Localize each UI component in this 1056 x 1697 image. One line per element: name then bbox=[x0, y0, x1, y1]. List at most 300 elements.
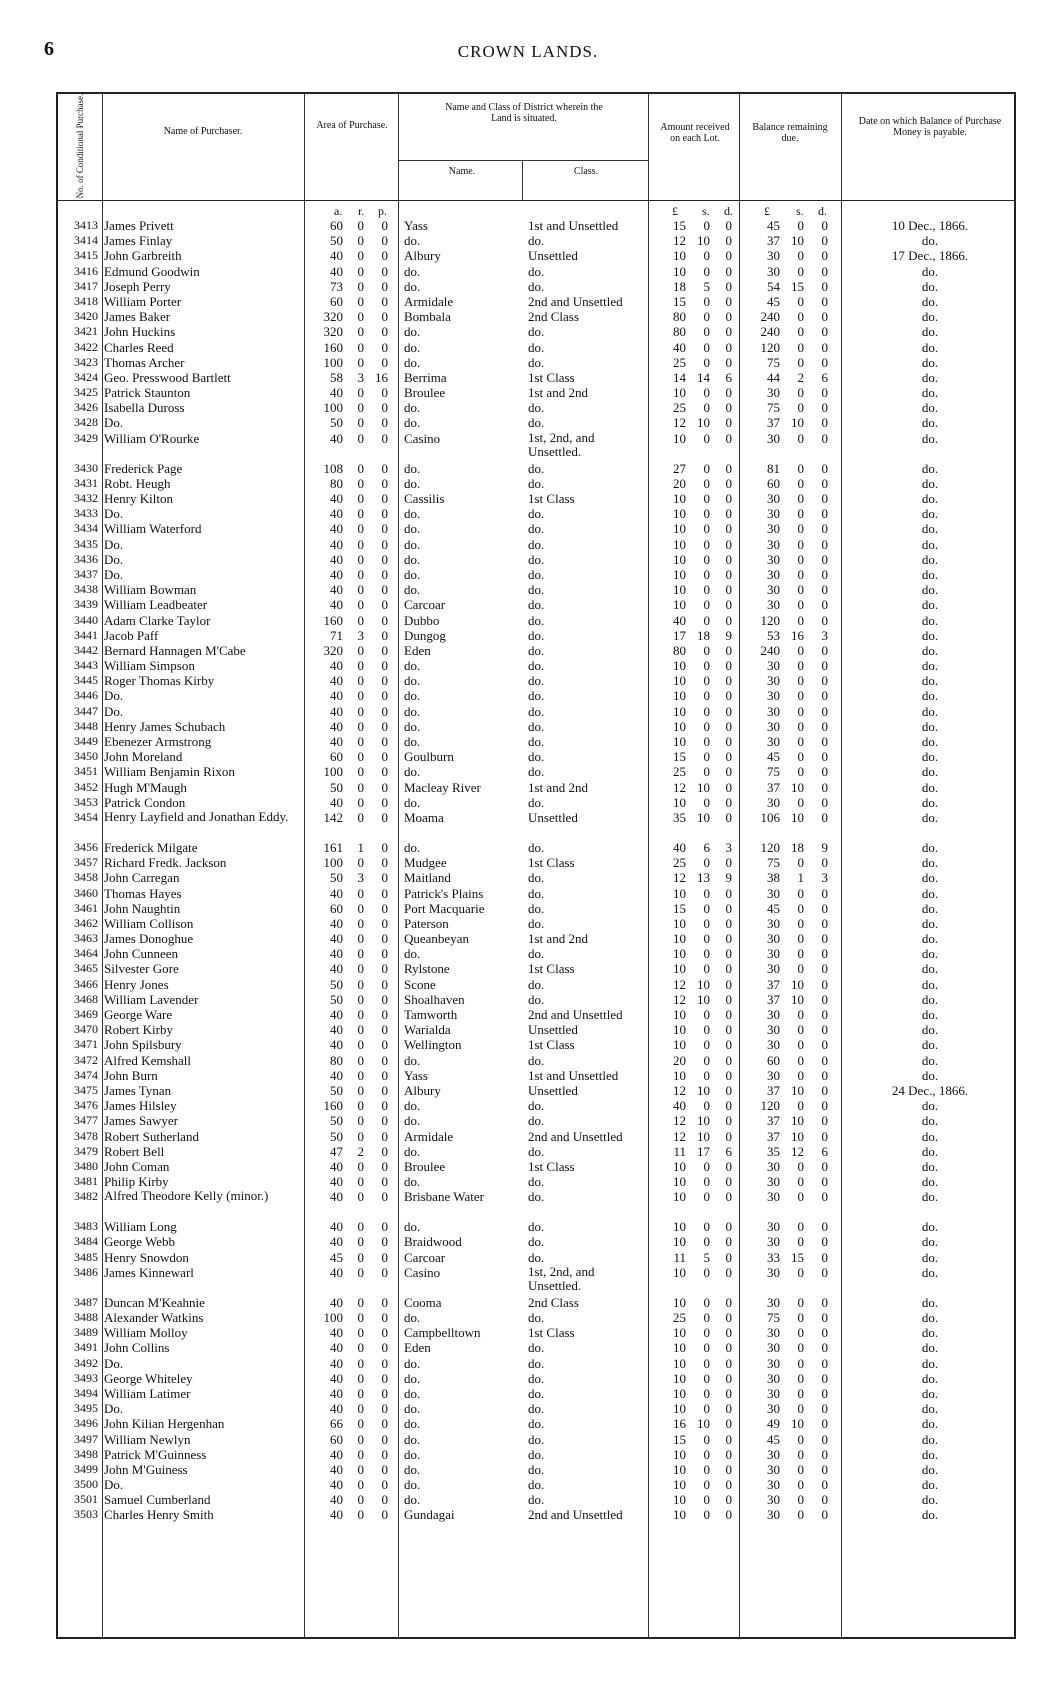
balance-shillings: 0 bbox=[797, 1370, 804, 1386]
district-class: 1st Class bbox=[528, 961, 575, 977]
balance-pounds: 30 bbox=[767, 263, 780, 279]
amount-shillings: 0 bbox=[703, 764, 710, 780]
amount-pence: 0 bbox=[725, 1007, 732, 1022]
amount-pounds: 10 bbox=[673, 521, 686, 537]
area-perches: 0 bbox=[381, 521, 388, 537]
area-perches: 0 bbox=[381, 460, 388, 476]
amount-pounds: 10 bbox=[673, 1007, 686, 1022]
balance-pence: 0 bbox=[821, 1507, 828, 1523]
area-acres: 40 bbox=[330, 1401, 343, 1417]
purchaser-name: Patrick Staunton bbox=[104, 385, 191, 401]
balance-pounds: 35 bbox=[767, 1143, 780, 1159]
amount-pounds: 10 bbox=[673, 961, 686, 977]
purchase-number: 3423 bbox=[74, 354, 98, 369]
district-class: do. bbox=[528, 734, 545, 749]
area-perches: 0 bbox=[381, 627, 388, 643]
payable-date: do. bbox=[921, 263, 939, 279]
area-roods: 3 bbox=[357, 369, 364, 385]
area-roods: 0 bbox=[357, 1098, 364, 1114]
balance-pence: 3 bbox=[821, 627, 828, 643]
area-roods: 0 bbox=[357, 900, 364, 916]
payable-date: do. bbox=[921, 1401, 939, 1417]
amount-shillings: 10 bbox=[697, 1128, 710, 1144]
area-perches: 0 bbox=[381, 597, 388, 613]
area-roods: 0 bbox=[357, 1158, 364, 1174]
purchaser-name: Joseph Perry bbox=[104, 278, 171, 294]
table-row bbox=[58, 1477, 1018, 1492]
amount-pounds: 10 bbox=[673, 1022, 686, 1038]
table-row bbox=[58, 491, 1018, 506]
amount-pence: 0 bbox=[725, 931, 732, 947]
amount-pounds: 10 bbox=[673, 597, 686, 613]
purchaser-name: Duncan M'Keahnie bbox=[104, 1294, 205, 1310]
balance-shillings: 0 bbox=[797, 1431, 804, 1447]
amount-pence: 0 bbox=[725, 1189, 732, 1205]
table-row bbox=[58, 992, 1018, 1007]
purchaser-name: James Sawyer bbox=[104, 1113, 179, 1129]
area-acres: 40 bbox=[330, 506, 343, 522]
balance-pounds: 30 bbox=[767, 1385, 780, 1401]
balance-pounds: 60 bbox=[767, 475, 780, 491]
amount-shillings: 0 bbox=[703, 915, 710, 931]
area-perches: 0 bbox=[381, 1431, 388, 1447]
header-area: Area of Purchase. bbox=[316, 120, 388, 131]
district-class: do. bbox=[528, 521, 545, 537]
amount-shillings: 0 bbox=[703, 946, 710, 962]
purchase-number: 3463 bbox=[74, 931, 98, 946]
balance-pence: 0 bbox=[821, 1477, 828, 1493]
purchase-number: 3445 bbox=[74, 673, 98, 688]
table-row bbox=[58, 1416, 1018, 1431]
purchase-number: 3450 bbox=[74, 749, 98, 764]
area-roods: 0 bbox=[357, 1310, 364, 1325]
amount-shillings: 0 bbox=[703, 612, 710, 628]
district-name: do. bbox=[404, 566, 421, 582]
district-class: do. bbox=[528, 703, 545, 719]
balance-shillings: 0 bbox=[797, 1219, 804, 1235]
balance-pounds: 120 bbox=[760, 839, 780, 855]
district-class: do. bbox=[528, 976, 545, 992]
purchase-number: 3457 bbox=[74, 855, 98, 870]
balance-pence: 0 bbox=[821, 658, 828, 674]
area-perches: 0 bbox=[381, 415, 388, 431]
purchaser-name: Robert Sutherland bbox=[104, 1128, 199, 1144]
balance-pence: 0 bbox=[821, 293, 828, 309]
amount-pence: 0 bbox=[725, 1234, 732, 1250]
table-row bbox=[58, 901, 1018, 916]
area-perches: 0 bbox=[381, 612, 388, 628]
area-acres: 40 bbox=[330, 915, 343, 931]
payable-date: do. bbox=[921, 855, 939, 871]
balance-pounds: 30 bbox=[767, 1189, 780, 1205]
balance-pounds: 53 bbox=[767, 627, 780, 643]
unit-perches: p. bbox=[378, 204, 387, 218]
page-title: CROWN LANDS. bbox=[457, 42, 599, 61]
balance-pence: 0 bbox=[821, 248, 828, 264]
district-name: do. bbox=[404, 1113, 421, 1129]
amount-pounds: 25 bbox=[673, 1310, 686, 1325]
amount-pounds: 15 bbox=[673, 1431, 686, 1447]
amount-shillings: 0 bbox=[703, 658, 710, 674]
area-roods: 0 bbox=[357, 566, 364, 582]
amount-pence: 0 bbox=[725, 1477, 732, 1493]
district-name: Cassilis bbox=[404, 491, 445, 506]
amount-pounds: 10 bbox=[673, 915, 686, 931]
purchase-number: 3458 bbox=[74, 870, 98, 885]
purchaser-name: William Bowman bbox=[104, 582, 197, 598]
purchase-number: 3417 bbox=[74, 278, 98, 293]
balance-pounds: 30 bbox=[767, 658, 780, 674]
area-roods: 0 bbox=[357, 1416, 364, 1432]
balance-pence: 0 bbox=[821, 1355, 828, 1371]
amount-shillings: 0 bbox=[703, 1461, 710, 1477]
balance-pence: 0 bbox=[821, 491, 828, 506]
balance-pence: 0 bbox=[821, 1037, 828, 1053]
purchaser-name: Do. bbox=[104, 566, 124, 582]
district-class: do. bbox=[528, 460, 545, 476]
area-perches: 0 bbox=[381, 839, 388, 855]
balance-shillings: 0 bbox=[797, 1492, 804, 1508]
district-sub-rule bbox=[398, 160, 648, 161]
table-row bbox=[58, 385, 1018, 400]
table-row bbox=[58, 1507, 1018, 1522]
area-perches: 0 bbox=[381, 430, 388, 446]
payable-date: do. bbox=[921, 309, 939, 325]
balance-shillings: 0 bbox=[797, 582, 804, 598]
district-name: do. bbox=[404, 764, 421, 780]
district-class: 1st and Unsettled bbox=[528, 218, 619, 233]
amount-shillings: 0 bbox=[703, 1022, 710, 1038]
amount-shillings: 0 bbox=[703, 1037, 710, 1053]
area-roods: 0 bbox=[357, 915, 364, 931]
amount-shillings: 0 bbox=[703, 491, 710, 506]
area-roods: 0 bbox=[357, 1492, 364, 1508]
balance-shillings: 10 bbox=[791, 1113, 804, 1129]
amount-pounds: 10 bbox=[673, 1370, 686, 1386]
balance-pounds: 30 bbox=[767, 688, 780, 704]
table-row bbox=[58, 1174, 1018, 1189]
district-name: do. bbox=[404, 839, 421, 855]
amount-shillings: 0 bbox=[703, 1098, 710, 1114]
table-row bbox=[58, 780, 1018, 795]
area-roods: 3 bbox=[357, 870, 364, 886]
balance-pounds: 37 bbox=[767, 1113, 780, 1129]
area-perches: 0 bbox=[381, 248, 388, 264]
area-roods: 0 bbox=[357, 1007, 364, 1022]
amount-shillings: 0 bbox=[703, 734, 710, 749]
area-perches: 0 bbox=[381, 1461, 388, 1477]
table-row bbox=[58, 1265, 1018, 1295]
payable-date: do. bbox=[921, 673, 939, 689]
area-roods: 0 bbox=[357, 991, 364, 1007]
amount-pounds: 17 bbox=[673, 627, 686, 643]
amount-pounds: 10 bbox=[673, 536, 686, 552]
payable-date: do. bbox=[921, 385, 939, 401]
balance-pence: 0 bbox=[821, 233, 828, 249]
district-class: do. bbox=[528, 885, 545, 901]
area-perches: 0 bbox=[381, 536, 388, 552]
area-perches: 0 bbox=[381, 551, 388, 567]
amount-pounds: 10 bbox=[673, 718, 686, 734]
district-name: do. bbox=[404, 415, 421, 431]
amount-pounds: 20 bbox=[673, 475, 686, 491]
area-perches: 0 bbox=[381, 764, 388, 780]
area-perches: 0 bbox=[381, 855, 388, 871]
balance-pence: 0 bbox=[821, 1113, 828, 1129]
balance-pence: 0 bbox=[821, 1370, 828, 1386]
district-name: Broulee bbox=[404, 1158, 446, 1174]
table-row bbox=[58, 1113, 1018, 1128]
purchaser-name: Henry Kilton bbox=[104, 491, 173, 506]
amount-shillings: 0 bbox=[703, 324, 710, 340]
payable-date: do. bbox=[921, 1052, 939, 1068]
amount-pence: 6 bbox=[725, 1143, 732, 1159]
district-name: Port Macquarie bbox=[404, 900, 485, 916]
balance-pounds: 45 bbox=[767, 293, 780, 309]
area-roods: 0 bbox=[357, 1082, 364, 1098]
area-perches: 0 bbox=[381, 1370, 388, 1386]
amount-pence: 0 bbox=[725, 475, 732, 491]
balance-shillings: 0 bbox=[797, 491, 804, 506]
area-acres: 60 bbox=[330, 293, 343, 309]
balance-shillings: 0 bbox=[797, 1067, 804, 1083]
district-class: do. bbox=[528, 1492, 545, 1508]
area-perches: 0 bbox=[381, 1234, 388, 1250]
district-name: do. bbox=[404, 718, 421, 734]
district-class: do. bbox=[528, 1416, 545, 1432]
purchaser-name: James Donoghue bbox=[104, 931, 194, 947]
area-perches: 0 bbox=[381, 991, 388, 1007]
balance-pounds: 37 bbox=[767, 991, 780, 1007]
area-acres: 40 bbox=[330, 734, 343, 749]
amount-pence: 0 bbox=[725, 1461, 732, 1477]
district-name: do. bbox=[404, 658, 421, 674]
purchase-number: 3474 bbox=[74, 1067, 98, 1082]
district-class: do. bbox=[528, 1174, 545, 1190]
balance-pounds: 30 bbox=[767, 1234, 780, 1250]
purchase-number: 3442 bbox=[74, 642, 98, 657]
purchaser-name: Robt. Heugh bbox=[104, 475, 171, 491]
purchaser-name: Patrick Condon bbox=[104, 794, 186, 810]
crown-lands-table bbox=[56, 92, 1016, 1639]
purchase-number: 3480 bbox=[74, 1158, 98, 1173]
district-name: Paterson bbox=[404, 915, 449, 931]
area-perches: 0 bbox=[381, 870, 388, 886]
purchase-number: 3486 bbox=[74, 1264, 98, 1279]
purchaser-name: Richard Fredk. Jackson bbox=[104, 855, 227, 871]
amount-pence: 0 bbox=[725, 400, 732, 416]
balance-pounds: 30 bbox=[767, 1294, 780, 1310]
purchaser-name: Do. bbox=[104, 1355, 124, 1371]
area-acres: 40 bbox=[330, 263, 343, 279]
amount-pounds: 10 bbox=[673, 673, 686, 689]
district-name: do. bbox=[404, 400, 421, 416]
balance-shillings: 10 bbox=[791, 1082, 804, 1098]
purchaser-name: James Kinnewarl bbox=[104, 1264, 194, 1280]
area-perches: 0 bbox=[381, 703, 388, 719]
payable-date: do. bbox=[921, 718, 939, 734]
balance-shillings: 10 bbox=[791, 1128, 804, 1144]
area-perches: 0 bbox=[381, 779, 388, 795]
amount-pounds: 12 bbox=[673, 1113, 686, 1129]
district-class: Unsettled bbox=[528, 248, 578, 264]
balance-pence: 0 bbox=[821, 385, 828, 401]
balance-shillings: 0 bbox=[797, 688, 804, 704]
payable-date: do. bbox=[921, 1219, 939, 1235]
district-name: do. bbox=[404, 734, 421, 749]
amount-pence: 0 bbox=[725, 582, 732, 598]
amount-shillings: 0 bbox=[703, 1370, 710, 1386]
table-row bbox=[58, 673, 1018, 688]
balance-pounds: 30 bbox=[767, 248, 780, 264]
amount-shillings: 18 bbox=[697, 627, 710, 643]
table-row bbox=[58, 1250, 1018, 1265]
balance-shillings: 0 bbox=[797, 961, 804, 977]
table-row bbox=[58, 946, 1018, 961]
district-name: do. bbox=[404, 1416, 421, 1432]
payable-date: do. bbox=[921, 1507, 939, 1523]
amount-pence: 0 bbox=[725, 612, 732, 628]
area-acres: 40 bbox=[330, 1325, 343, 1341]
district-class: 2nd Class bbox=[528, 1294, 579, 1310]
unit-pound: £ bbox=[672, 204, 678, 218]
table-row bbox=[58, 461, 1018, 476]
district-name: do. bbox=[404, 1401, 421, 1417]
purchase-number: 3462 bbox=[74, 915, 98, 930]
purchaser-name: John Collins bbox=[104, 1340, 170, 1356]
table-row bbox=[58, 764, 1018, 779]
purchaser-name: George Webb bbox=[104, 1234, 176, 1250]
area-acres: 320 bbox=[323, 324, 343, 340]
amount-shillings: 0 bbox=[703, 218, 710, 233]
purchase-number: 3469 bbox=[74, 1007, 98, 1021]
district-name: Gundagai bbox=[404, 1507, 455, 1523]
purchaser-name: John Carregan bbox=[104, 870, 180, 886]
purchase-number: 3468 bbox=[74, 991, 98, 1006]
area-acres: 40 bbox=[330, 1294, 343, 1310]
purchaser-name: Robert Kirby bbox=[104, 1022, 173, 1038]
balance-pence: 0 bbox=[821, 1401, 828, 1417]
area-perches: 0 bbox=[381, 506, 388, 522]
district-class: do. bbox=[528, 263, 545, 279]
area-acres: 160 bbox=[323, 339, 343, 355]
amount-pounds: 10 bbox=[673, 1219, 686, 1235]
balance-pence: 0 bbox=[821, 218, 828, 233]
area-perches: 0 bbox=[381, 1416, 388, 1432]
table-row bbox=[58, 1401, 1018, 1416]
area-acres: 40 bbox=[330, 491, 343, 506]
table-row bbox=[58, 294, 1018, 309]
purchase-number: 3485 bbox=[74, 1249, 98, 1264]
purchaser-name: Do. bbox=[104, 551, 124, 567]
district-name: do. bbox=[404, 475, 421, 491]
balance-shillings: 0 bbox=[797, 248, 804, 264]
amount-pounds: 10 bbox=[673, 885, 686, 901]
balance-shillings: 0 bbox=[797, 354, 804, 370]
district-class: do. bbox=[528, 415, 545, 431]
balance-pence: 0 bbox=[821, 1234, 828, 1250]
district-class: do. bbox=[528, 354, 545, 370]
payable-date: do. bbox=[921, 642, 939, 658]
table-row bbox=[58, 324, 1018, 339]
purchaser-name: Jacob Paff bbox=[104, 627, 159, 643]
amount-pence: 0 bbox=[725, 749, 732, 765]
balance-pounds: 120 bbox=[760, 339, 780, 355]
amount-shillings: 0 bbox=[703, 1007, 710, 1022]
amount-shillings: 0 bbox=[703, 1052, 710, 1068]
amount-pence: 0 bbox=[725, 430, 732, 446]
balance-pounds: 75 bbox=[767, 855, 780, 871]
amount-pounds: 14 bbox=[673, 369, 686, 385]
area-roods: 0 bbox=[357, 582, 364, 598]
balance-pounds: 30 bbox=[767, 673, 780, 689]
area-acres: 40 bbox=[330, 385, 343, 401]
amount-pounds: 12 bbox=[673, 991, 686, 1007]
purchase-number: 3479 bbox=[74, 1143, 98, 1158]
amount-shillings: 10 bbox=[697, 233, 710, 249]
amount-pounds: 25 bbox=[673, 400, 686, 416]
balance-pence: 0 bbox=[821, 809, 828, 825]
purchase-number: 3498 bbox=[74, 1446, 98, 1461]
district-class: do. bbox=[528, 1477, 545, 1493]
payable-date: do. bbox=[921, 506, 939, 522]
area-roods: 0 bbox=[357, 718, 364, 734]
district-class: do. bbox=[528, 1431, 545, 1447]
purchaser-name: John Huckins bbox=[104, 324, 176, 340]
balance-pounds: 30 bbox=[767, 430, 780, 446]
area-roods: 0 bbox=[357, 1234, 364, 1250]
area-perches: 0 bbox=[381, 218, 388, 233]
area-perches: 0 bbox=[381, 1174, 388, 1190]
balance-pence: 9 bbox=[821, 839, 828, 855]
amount-pence: 0 bbox=[725, 293, 732, 309]
district-class: do. bbox=[528, 915, 545, 931]
balance-pence: 0 bbox=[821, 1385, 828, 1401]
unit-acres: a. bbox=[334, 204, 343, 218]
balance-shillings: 0 bbox=[797, 703, 804, 719]
purchaser-name: Patrick M'Guinness bbox=[104, 1446, 207, 1462]
amount-pounds: 40 bbox=[673, 1098, 686, 1114]
amount-shillings: 0 bbox=[703, 582, 710, 598]
balance-pounds: 106 bbox=[760, 809, 780, 825]
balance-shillings: 0 bbox=[797, 309, 804, 325]
balance-pence: 0 bbox=[821, 673, 828, 689]
table-row bbox=[58, 916, 1018, 931]
amount-pounds: 10 bbox=[673, 248, 686, 264]
purchaser-name: Henry James Schubach bbox=[104, 718, 226, 734]
area-roods: 0 bbox=[357, 658, 364, 674]
table-row bbox=[58, 340, 1018, 355]
balance-pence: 0 bbox=[821, 688, 828, 704]
area-roods: 0 bbox=[357, 1249, 364, 1265]
district-class: do. bbox=[528, 551, 545, 567]
area-perches: 0 bbox=[381, 1219, 388, 1235]
area-perches: 0 bbox=[381, 293, 388, 309]
balance-pounds: 30 bbox=[767, 885, 780, 901]
balance-shillings: 0 bbox=[797, 1340, 804, 1356]
area-roods: 0 bbox=[357, 1113, 364, 1129]
area-acres: 60 bbox=[330, 218, 343, 233]
balance-shillings: 0 bbox=[797, 263, 804, 279]
unit-roods: r. bbox=[358, 204, 365, 218]
area-roods: 0 bbox=[357, 1022, 364, 1038]
area-roods: 0 bbox=[357, 1037, 364, 1053]
amount-pounds: 15 bbox=[673, 293, 686, 309]
area-perches: 0 bbox=[381, 961, 388, 977]
balance-pence: 0 bbox=[821, 734, 828, 749]
district-class: 1st and 2nd bbox=[528, 385, 588, 401]
balance-shillings: 15 bbox=[791, 1249, 804, 1265]
